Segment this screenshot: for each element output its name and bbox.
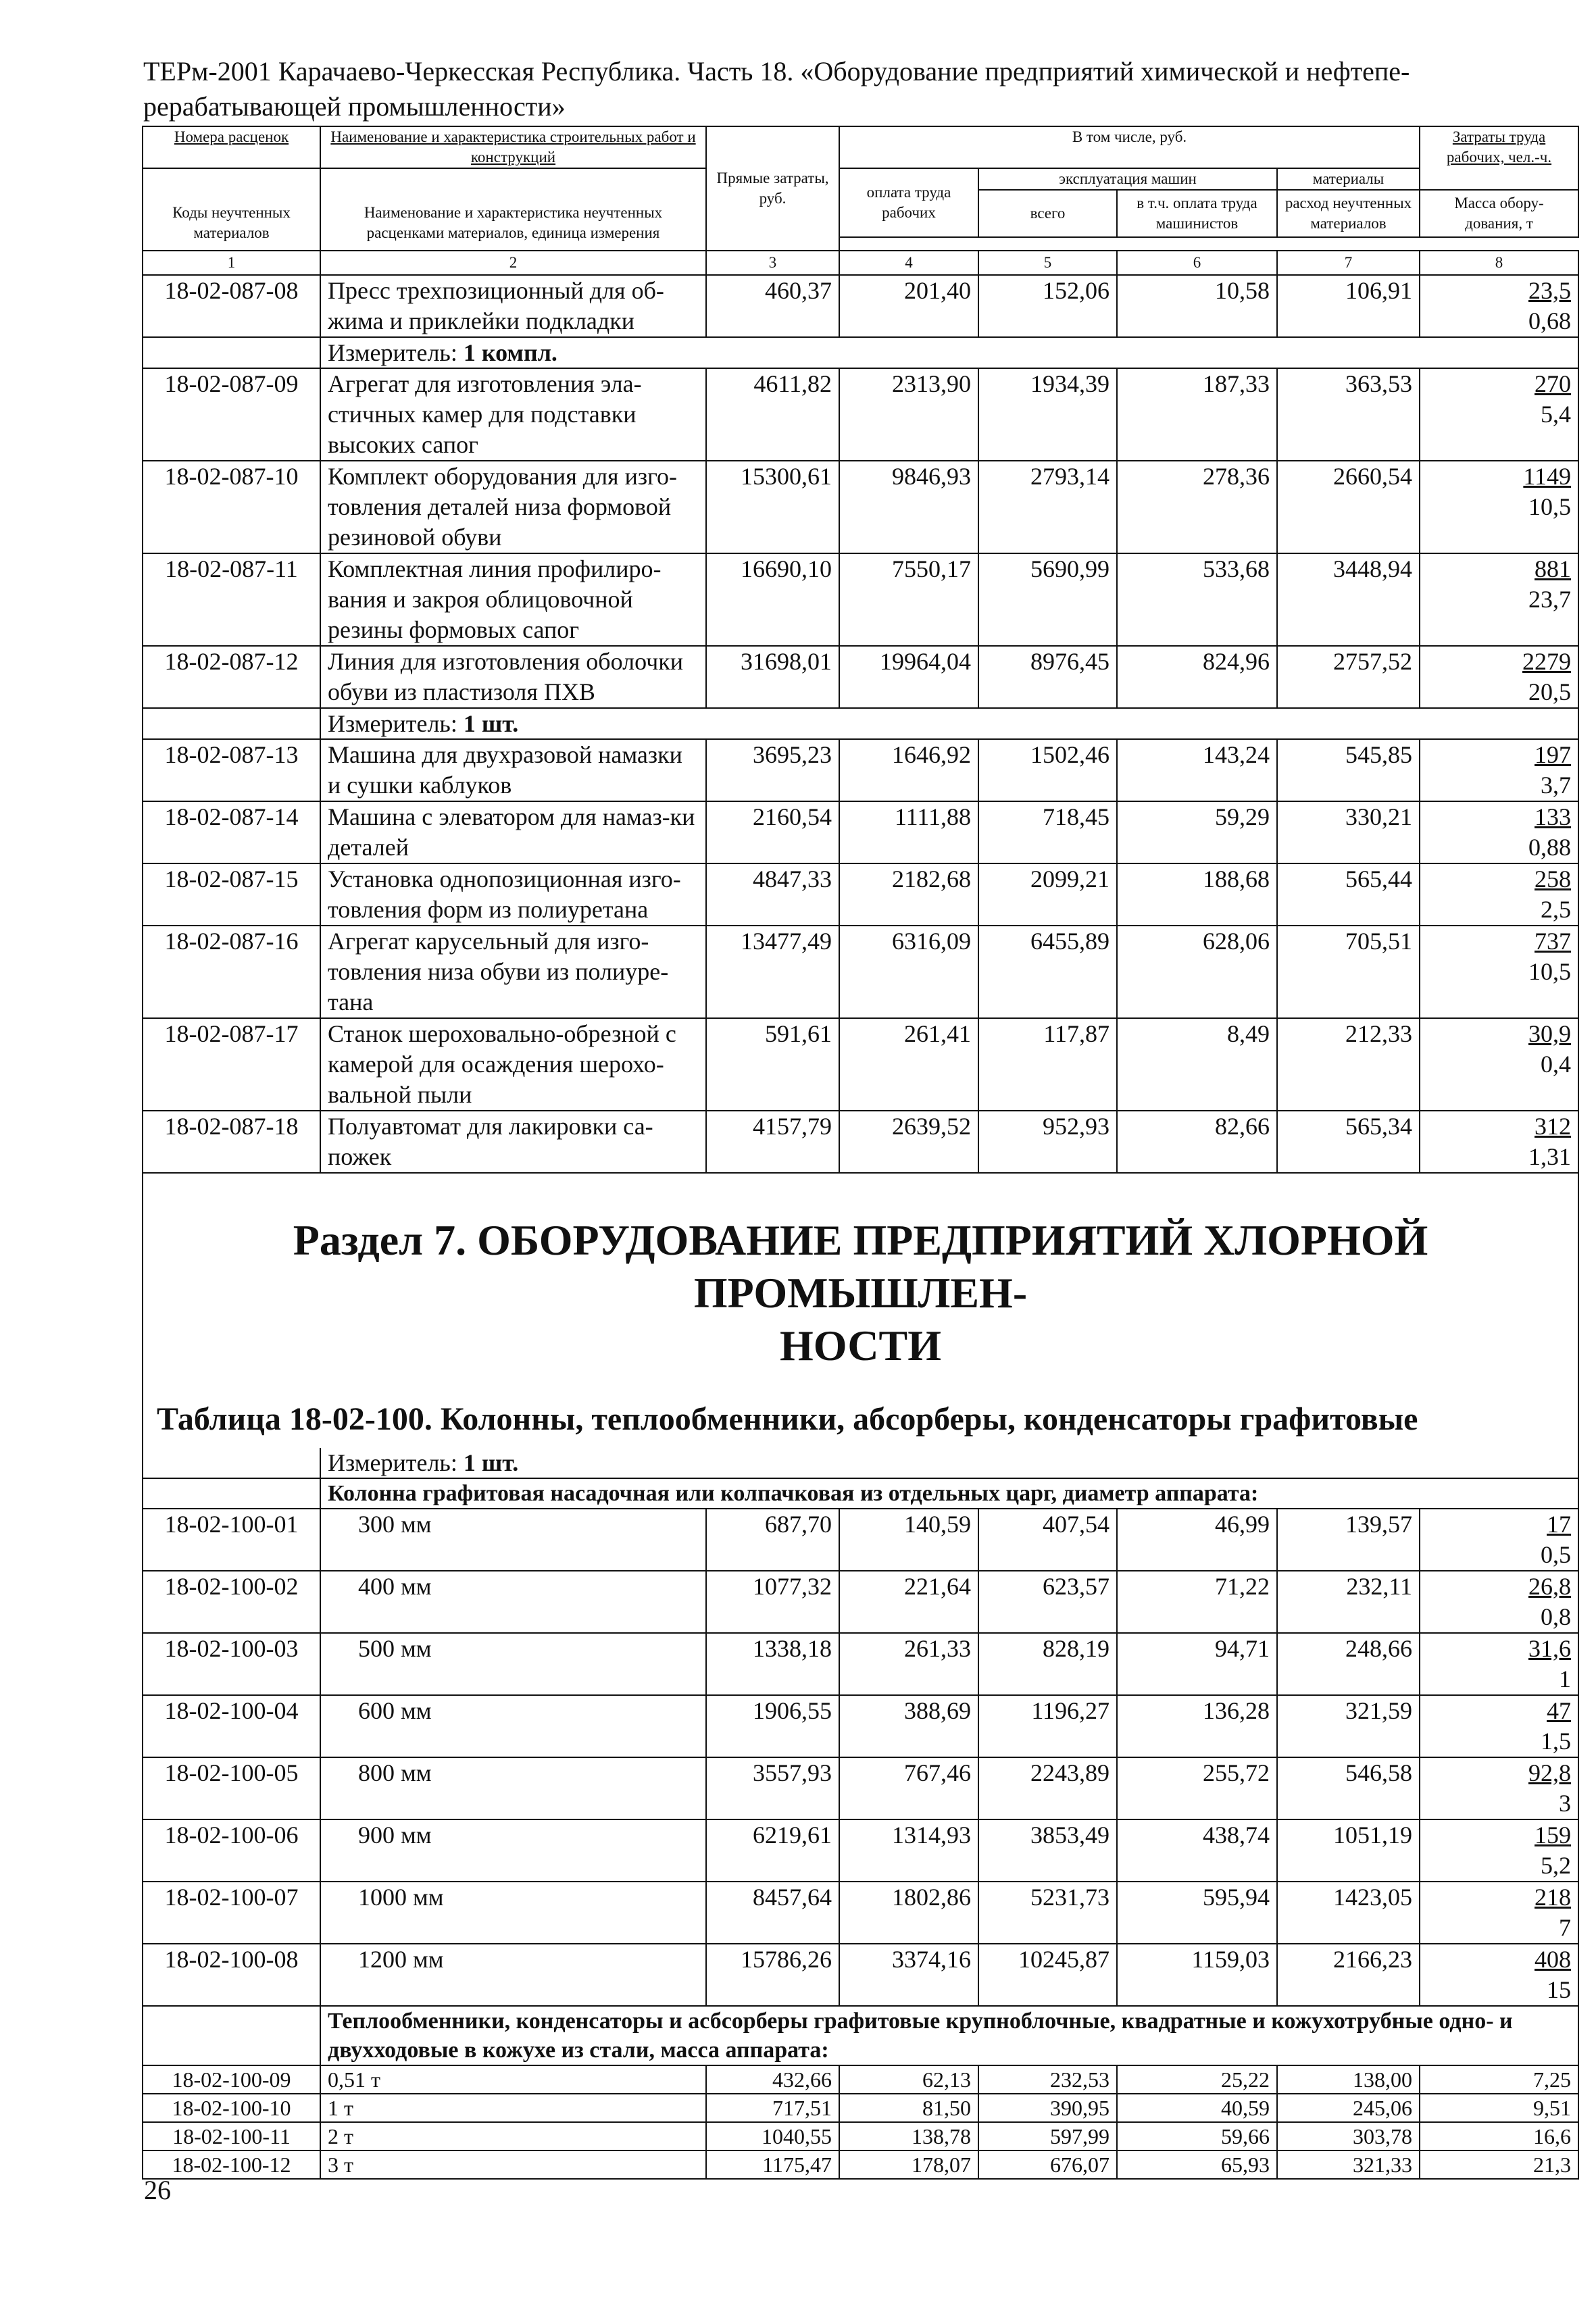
labor-mass-cell xyxy=(1420,1571,1578,1633)
rate-code: 18-02-100-09 xyxy=(143,2065,320,2094)
machine-costs: 5690,99 xyxy=(978,553,1117,646)
equipment-mass: 10,5 xyxy=(1528,958,1572,985)
equipment-mass: 23,7 xyxy=(1528,586,1572,613)
table-row xyxy=(143,1571,1578,1633)
equipment-mass: 2,5 xyxy=(1541,896,1572,923)
header-rate-numbers: Номера расценок xyxy=(143,126,320,168)
direct-costs: 13477,49 xyxy=(706,926,839,1018)
labor-hours: 47 xyxy=(1547,1697,1572,1724)
column-number: 7 xyxy=(1277,251,1420,275)
table-row xyxy=(143,2094,1578,2122)
material-costs: 330,21 xyxy=(1277,801,1420,863)
rate-code: 18-02-087-10 xyxy=(143,461,320,553)
item-name: Установка однопозиционная изго-товления форм из полиуретана xyxy=(320,863,706,926)
machine-costs: 718,45 xyxy=(978,801,1117,863)
rate-code: 18-02-100-08 xyxy=(143,1944,320,2006)
labor-mass-cell xyxy=(1420,739,1578,801)
item-name: 900 мм xyxy=(320,1819,706,1882)
table-row xyxy=(143,801,1578,863)
operator-wages: 1159,03 xyxy=(1117,1944,1277,2006)
page-number: 26 xyxy=(144,2175,171,2205)
column-number: 4 xyxy=(839,251,978,275)
equipment-mass: 7 xyxy=(1559,1914,1572,1941)
header-materials: материалы xyxy=(1277,168,1420,190)
equipment-mass: 5,2 xyxy=(1541,1852,1572,1879)
labor-mass-cell xyxy=(1420,1111,1578,1173)
item-name: 1000 мм xyxy=(320,1882,706,1944)
machine-costs: 828,19 xyxy=(978,1633,1117,1695)
direct-costs: 2160,54 xyxy=(706,801,839,863)
equipment-mass: 3,7 xyxy=(1541,772,1572,799)
labor-mass-cell xyxy=(1420,275,1578,337)
rate-code: 18-02-100-10 xyxy=(143,2094,320,2122)
material-costs: 546,58 xyxy=(1277,1757,1420,1819)
section-title-line-1: Раздел 7. ОБОРУДОВАНИЕ ПРЕДПРИЯТИЙ ХЛОРНОЙ ПРОМЫШЛЕН- xyxy=(293,1216,1428,1317)
operator-wages: 59,29 xyxy=(1117,801,1277,863)
column-number: 3 xyxy=(706,251,839,275)
labor-hours: 218 xyxy=(1535,1884,1572,1911)
header-material-consumption: расход неучтенных материалов xyxy=(1277,190,1420,237)
group-heading-row xyxy=(143,2006,1578,2065)
rate-code: 18-02-100-05 xyxy=(143,1757,320,1819)
labor-hours: 7,25 xyxy=(1420,2065,1578,2094)
table-row xyxy=(143,1757,1578,1819)
equipment-mass: 1,5 xyxy=(1541,1728,1572,1755)
equipment-mass: 0,88 xyxy=(1528,834,1572,861)
item-name: 2 т xyxy=(320,2122,706,2150)
table-row xyxy=(143,1944,1578,2006)
table-row xyxy=(143,368,1578,461)
direct-costs: 591,61 xyxy=(706,1018,839,1111)
table-row xyxy=(143,1819,1578,1882)
equipment-mass: 0,68 xyxy=(1528,307,1572,334)
rates-table xyxy=(142,126,1579,2180)
material-costs: 1051,19 xyxy=(1277,1819,1420,1882)
machine-costs: 2243,89 xyxy=(978,1757,1117,1819)
operator-wages: 136,28 xyxy=(1117,1695,1277,1757)
worker-wages: 1646,92 xyxy=(839,739,978,801)
meter-row xyxy=(143,337,1578,368)
machine-costs: 10245,87 xyxy=(978,1944,1117,2006)
group-heading: Теплообменники, конденсаторы и асбсорберы графитовые крупноблочные, квадратные и кожухотрубные одно- и двухходовые в кожухе из стали, масса аппарата: xyxy=(320,2006,1578,2065)
direct-costs: 687,70 xyxy=(706,1509,839,1571)
operator-wages: 8,49 xyxy=(1117,1018,1277,1111)
labor-hours: 31,6 xyxy=(1528,1635,1572,1662)
material-costs: 2166,23 xyxy=(1277,1944,1420,2006)
material-costs: 232,11 xyxy=(1277,1571,1420,1633)
worker-wages: 767,46 xyxy=(839,1757,978,1819)
worker-wages: 1111,88 xyxy=(839,801,978,863)
equipment-mass: 20,5 xyxy=(1528,678,1572,705)
header-equipment-mass: Масса обору-дования, т xyxy=(1420,190,1578,237)
table-row xyxy=(143,1882,1578,1944)
table-row xyxy=(143,926,1578,1018)
column-number: 6 xyxy=(1117,251,1277,275)
item-name: Комплект оборудования для изго-товления деталей низа формовой резиновой обуви xyxy=(320,461,706,553)
labor-mass-cell xyxy=(1420,1944,1578,2006)
item-name: 800 мм xyxy=(320,1757,706,1819)
machine-costs: 390,95 xyxy=(978,2094,1117,2122)
item-name: 0,51 т xyxy=(320,2065,706,2094)
labor-mass-cell xyxy=(1420,1695,1578,1757)
rate-code: 18-02-100-07 xyxy=(143,1882,320,1944)
direct-costs: 1906,55 xyxy=(706,1695,839,1757)
operator-wages: 595,94 xyxy=(1117,1882,1277,1944)
worker-wages: 1802,86 xyxy=(839,1882,978,1944)
equipment-mass: 1 xyxy=(1559,1665,1572,1692)
header-direct-costs: Прямые затраты, руб. xyxy=(706,126,839,251)
rate-code: 18-02-087-17 xyxy=(143,1018,320,1111)
machine-costs: 407,54 xyxy=(978,1509,1117,1571)
operator-wages: 438,74 xyxy=(1117,1819,1277,1882)
equipment-mass: 15 xyxy=(1547,1976,1572,2003)
labor-hours: 30,9 xyxy=(1528,1020,1572,1047)
meter-value: 1 шт. xyxy=(463,710,519,737)
item-name: 400 мм xyxy=(320,1571,706,1633)
item-name: 1200 мм xyxy=(320,1944,706,2006)
column-number: 8 xyxy=(1420,251,1578,275)
column-number: 1 xyxy=(143,251,320,275)
machine-costs: 1934,39 xyxy=(978,368,1117,461)
rate-code: 18-02-100-06 xyxy=(143,1819,320,1882)
labor-hours: 23,5 xyxy=(1528,277,1572,304)
labor-mass-cell xyxy=(1420,368,1578,461)
meter-row xyxy=(143,1448,1578,1478)
machine-costs: 952,93 xyxy=(978,1111,1117,1173)
worker-wages: 62,13 xyxy=(839,2065,978,2094)
rows-group-b xyxy=(143,368,1578,708)
operator-wages: 40,59 xyxy=(1117,2094,1277,2122)
operator-wages: 187,33 xyxy=(1117,368,1277,461)
worker-wages: 388,69 xyxy=(839,1695,978,1757)
equipment-mass: 10,5 xyxy=(1528,493,1572,520)
material-costs: 138,00 xyxy=(1277,2065,1420,2094)
worker-wages: 7550,17 xyxy=(839,553,978,646)
labor-hours: 26,8 xyxy=(1528,1573,1572,1600)
rate-code: 18-02-087-11 xyxy=(143,553,320,646)
material-costs: 3448,94 xyxy=(1277,553,1420,646)
header-machine-operation: эксплуатация машин xyxy=(978,168,1277,190)
direct-costs: 6219,61 xyxy=(706,1819,839,1882)
section-title xyxy=(150,1174,1571,1399)
direct-costs: 3695,23 xyxy=(706,739,839,801)
direct-costs: 1175,47 xyxy=(706,2150,839,2179)
worker-wages: 221,64 xyxy=(839,1571,978,1633)
worker-wages: 6316,09 xyxy=(839,926,978,1018)
equipment-mass: 5,4 xyxy=(1541,401,1572,428)
item-name: Полуавтомат для лакировки са-пожек xyxy=(320,1111,706,1173)
column-number: 5 xyxy=(978,251,1117,275)
rate-code: 18-02-100-12 xyxy=(143,2150,320,2179)
worker-wages: 2313,90 xyxy=(839,368,978,461)
machine-costs: 1502,46 xyxy=(978,739,1117,801)
worker-wages: 261,33 xyxy=(839,1633,978,1695)
header-machines-total: всего xyxy=(978,190,1117,237)
equipment-mass: 3 xyxy=(1559,1790,1572,1817)
table-row xyxy=(143,646,1578,708)
machine-costs: 117,87 xyxy=(978,1018,1117,1111)
operator-wages: 94,71 xyxy=(1117,1633,1277,1695)
labor-hours: 2279 xyxy=(1522,648,1572,675)
labor-mass-cell xyxy=(1420,1018,1578,1111)
labor-mass-cell xyxy=(1420,1819,1578,1882)
rate-code: 18-02-100-02 xyxy=(143,1571,320,1633)
material-costs: 248,66 xyxy=(1277,1633,1420,1695)
table-row xyxy=(143,863,1578,926)
operator-wages: 71,22 xyxy=(1117,1571,1277,1633)
table-row xyxy=(143,739,1578,801)
rows-group-d xyxy=(143,1509,1578,2006)
material-costs: 2757,52 xyxy=(1277,646,1420,708)
labor-mass-cell xyxy=(1420,461,1578,553)
header-operator-wages: в т.ч. оплата труда машинистов xyxy=(1117,190,1277,237)
worker-wages: 2182,68 xyxy=(839,863,978,926)
material-costs: 2660,54 xyxy=(1277,461,1420,553)
item-name: Агрегат карусельный для изго-товления низа обуви из полиуре-тана xyxy=(320,926,706,1018)
worker-wages: 261,41 xyxy=(839,1018,978,1111)
item-name: Комплектная линия профилиро-вания и закроя облицовочной резины формовых сапог xyxy=(320,553,706,646)
labor-hours: 737 xyxy=(1535,928,1572,955)
item-name: Агрегат для изготовления эла-стичных камер для подставки высоких сапог xyxy=(320,368,706,461)
header-material-names: Наименование и характеристика неучтенных расценками материалов, единица измерения xyxy=(364,204,663,241)
worker-wages: 9846,93 xyxy=(839,461,978,553)
labor-hours: 133 xyxy=(1535,803,1572,830)
operator-wages: 255,72 xyxy=(1117,1757,1277,1819)
machine-costs: 3853,49 xyxy=(978,1819,1117,1882)
rate-code: 18-02-100-11 xyxy=(143,2122,320,2150)
section-title-line-2: НОСТИ xyxy=(779,1322,942,1369)
direct-costs: 31698,01 xyxy=(706,646,839,708)
direct-costs: 3557,93 xyxy=(706,1757,839,1819)
worker-wages: 138,78 xyxy=(839,2122,978,2150)
machine-costs: 232,53 xyxy=(978,2065,1117,2094)
material-costs: 245,06 xyxy=(1277,2094,1420,2122)
table-title: Таблица 18-02-100. Колонны, теплообменники, абсорберы, конденсаторы графитовые xyxy=(157,1401,1418,1437)
labor-mass-cell xyxy=(1420,646,1578,708)
machine-costs: 597,99 xyxy=(978,2122,1117,2150)
running-header-line-1: ТЕРм-2001 Карачаево-Черкесская Республика. Часть 18. «Оборудование предприятий химической и нефтепе- xyxy=(143,56,1410,86)
running-header xyxy=(143,54,1578,124)
table-row xyxy=(143,2150,1578,2179)
material-costs: 106,91 xyxy=(1277,275,1420,337)
operator-wages: 628,06 xyxy=(1117,926,1277,1018)
direct-costs: 4157,79 xyxy=(706,1111,839,1173)
rows-group-c xyxy=(143,739,1578,1173)
machine-costs: 676,07 xyxy=(978,2150,1117,2179)
item-name: Станок шероховально-обрезной с камерой для осаждения шерохо-вальной пыли xyxy=(320,1018,706,1111)
material-costs: 565,34 xyxy=(1277,1111,1420,1173)
machine-costs: 8976,45 xyxy=(978,646,1117,708)
material-costs: 545,85 xyxy=(1277,739,1420,801)
labor-hours: 312 xyxy=(1535,1113,1572,1140)
direct-costs: 8457,64 xyxy=(706,1882,839,1944)
item-name: 600 мм xyxy=(320,1695,706,1757)
labor-hours: 21,3 xyxy=(1420,2150,1578,2179)
column-numbers-row xyxy=(143,251,1578,275)
header-work-name: Наименование и характеристика строительных работ и конструкций xyxy=(320,126,706,168)
operator-wages: 65,93 xyxy=(1117,2150,1277,2179)
operator-wages: 25,22 xyxy=(1117,2065,1277,2094)
labor-hours: 881 xyxy=(1535,555,1572,582)
material-costs: 139,57 xyxy=(1277,1509,1420,1571)
labor-hours: 1149 xyxy=(1523,463,1572,490)
operator-wages: 278,36 xyxy=(1117,461,1277,553)
header-labor-costs: Затраты труда рабочих, чел.-ч. xyxy=(1420,126,1578,190)
labor-hours: 408 xyxy=(1535,1946,1572,1973)
table-row xyxy=(143,1695,1578,1757)
meter-value: 1 компл. xyxy=(463,339,557,366)
direct-costs: 4847,33 xyxy=(706,863,839,926)
document-page xyxy=(142,54,1578,2180)
meter-row xyxy=(143,708,1578,739)
direct-costs: 4611,82 xyxy=(706,368,839,461)
item-name: Машина для двухразовой намазки и сушки каблуков xyxy=(320,739,706,801)
operator-wages: 10,58 xyxy=(1117,275,1277,337)
header-worker-wages: оплата труда рабочих xyxy=(839,168,978,237)
material-costs: 303,78 xyxy=(1277,2122,1420,2150)
meter-label: Измеритель: xyxy=(328,1449,464,1476)
table-row xyxy=(143,2065,1578,2094)
rate-code: 18-02-087-14 xyxy=(143,801,320,863)
rate-code: 18-02-087-18 xyxy=(143,1111,320,1173)
labor-hours: 16,6 xyxy=(1420,2122,1578,2150)
item-name: Линия для изготовления оболочки обуви из пластизоля ПХВ xyxy=(320,646,706,708)
machine-costs: 6455,89 xyxy=(978,926,1117,1018)
group-heading: Колонна графитовая насадочная или колпачковая из отдельных царг, диаметр аппарата: xyxy=(320,1478,1578,1509)
material-costs: 212,33 xyxy=(1277,1018,1420,1111)
meter-label: Измеритель: xyxy=(328,339,464,366)
item-name: Машина с элеватором для намаз-ки деталей xyxy=(320,801,706,863)
worker-wages: 19964,04 xyxy=(839,646,978,708)
rate-code: 18-02-087-15 xyxy=(143,863,320,926)
operator-wages: 533,68 xyxy=(1117,553,1277,646)
direct-costs: 717,51 xyxy=(706,2094,839,2122)
equipment-mass: 0,4 xyxy=(1541,1051,1572,1078)
equipment-mass: 1,31 xyxy=(1528,1143,1572,1170)
direct-costs: 1040,55 xyxy=(706,2122,839,2150)
table-row xyxy=(143,1633,1578,1695)
machine-costs: 623,57 xyxy=(978,1571,1117,1633)
labor-mass-cell xyxy=(1420,863,1578,926)
worker-wages: 201,40 xyxy=(839,275,978,337)
direct-costs: 432,66 xyxy=(706,2065,839,2094)
operator-wages: 82,66 xyxy=(1117,1111,1277,1173)
operator-wages: 143,24 xyxy=(1117,739,1277,801)
running-header-line-2: рерабатывающей промышленности» xyxy=(143,91,566,122)
labor-hours: 258 xyxy=(1535,865,1572,892)
rate-code: 18-02-087-08 xyxy=(143,275,320,337)
worker-wages: 140,59 xyxy=(839,1509,978,1571)
meter-label: Измеритель: xyxy=(328,710,464,737)
worker-wages: 3374,16 xyxy=(839,1944,978,2006)
operator-wages: 59,66 xyxy=(1117,2122,1277,2150)
rate-code: 18-02-100-03 xyxy=(143,1633,320,1695)
operator-wages: 46,99 xyxy=(1117,1509,1277,1571)
machine-costs: 5231,73 xyxy=(978,1882,1117,1944)
rate-code: 18-02-100-01 xyxy=(143,1509,320,1571)
labor-hours: 92,8 xyxy=(1528,1759,1572,1786)
item-name: 500 мм xyxy=(320,1633,706,1695)
labor-hours: 17 xyxy=(1547,1511,1572,1538)
machine-costs: 2793,14 xyxy=(978,461,1117,553)
labor-mass-cell xyxy=(1420,926,1578,1018)
rows-group-e xyxy=(143,2065,1578,2179)
labor-hours: 9,51 xyxy=(1420,2094,1578,2122)
machine-costs: 1196,27 xyxy=(978,1695,1117,1757)
rate-code: 18-02-087-09 xyxy=(143,368,320,461)
direct-costs: 1338,18 xyxy=(706,1633,839,1695)
table-row xyxy=(143,1509,1578,1571)
worker-wages: 2639,52 xyxy=(839,1111,978,1173)
labor-mass-cell xyxy=(1420,1633,1578,1695)
direct-costs: 1077,32 xyxy=(706,1571,839,1633)
labor-hours: 270 xyxy=(1535,370,1572,397)
direct-costs: 460,37 xyxy=(706,275,839,337)
table-row xyxy=(143,461,1578,553)
labor-hours: 159 xyxy=(1535,1821,1572,1848)
machine-costs: 152,06 xyxy=(978,275,1117,337)
labor-mass-cell xyxy=(1420,801,1578,863)
table-row xyxy=(143,2122,1578,2150)
rate-code: 18-02-087-16 xyxy=(143,926,320,1018)
item-name: Пресс трехпозиционный для об-жима и приклейки подкладки xyxy=(320,275,706,337)
worker-wages: 1314,93 xyxy=(839,1819,978,1882)
operator-wages: 824,96 xyxy=(1117,646,1277,708)
direct-costs: 15300,61 xyxy=(706,461,839,553)
item-name: 3 т xyxy=(320,2150,706,2179)
equipment-mass: 0,8 xyxy=(1541,1603,1572,1630)
rate-code: 18-02-100-04 xyxy=(143,1695,320,1757)
material-costs: 363,53 xyxy=(1277,368,1420,461)
item-name: 300 мм xyxy=(320,1509,706,1571)
table-row xyxy=(143,1018,1578,1111)
labor-mass-cell xyxy=(1420,1509,1578,1571)
material-costs: 1423,05 xyxy=(1277,1882,1420,1944)
material-costs: 565,44 xyxy=(1277,863,1420,926)
machine-costs: 2099,21 xyxy=(978,863,1117,926)
header-including: В том числе, руб. xyxy=(839,126,1420,168)
item-name: 1 т xyxy=(320,2094,706,2122)
labor-mass-cell xyxy=(1420,1757,1578,1819)
worker-wages: 178,07 xyxy=(839,2150,978,2179)
rows-group-a xyxy=(143,275,1578,337)
operator-wages: 188,68 xyxy=(1117,863,1277,926)
worker-wages: 81,50 xyxy=(839,2094,978,2122)
material-costs: 321,33 xyxy=(1277,2150,1420,2179)
labor-mass-cell xyxy=(1420,553,1578,646)
direct-costs: 15786,26 xyxy=(706,1944,839,2006)
table-header xyxy=(143,126,1578,275)
labor-mass-cell xyxy=(1420,1882,1578,1944)
direct-costs: 16690,10 xyxy=(706,553,839,646)
material-costs: 705,51 xyxy=(1277,926,1420,1018)
group-heading-row xyxy=(143,1478,1578,1509)
equipment-mass: 0,5 xyxy=(1541,1541,1572,1568)
rate-code: 18-02-087-12 xyxy=(143,646,320,708)
meter-value: 1 шт. xyxy=(463,1449,519,1476)
header-material-codes: Коды неучтенных материалов xyxy=(172,204,291,241)
table-row xyxy=(143,275,1578,337)
table-row xyxy=(143,553,1578,646)
table-row xyxy=(143,1111,1578,1173)
rate-code: 18-02-087-13 xyxy=(143,739,320,801)
material-costs: 321,59 xyxy=(1277,1695,1420,1757)
column-number: 2 xyxy=(320,251,706,275)
labor-hours: 197 xyxy=(1535,741,1572,768)
